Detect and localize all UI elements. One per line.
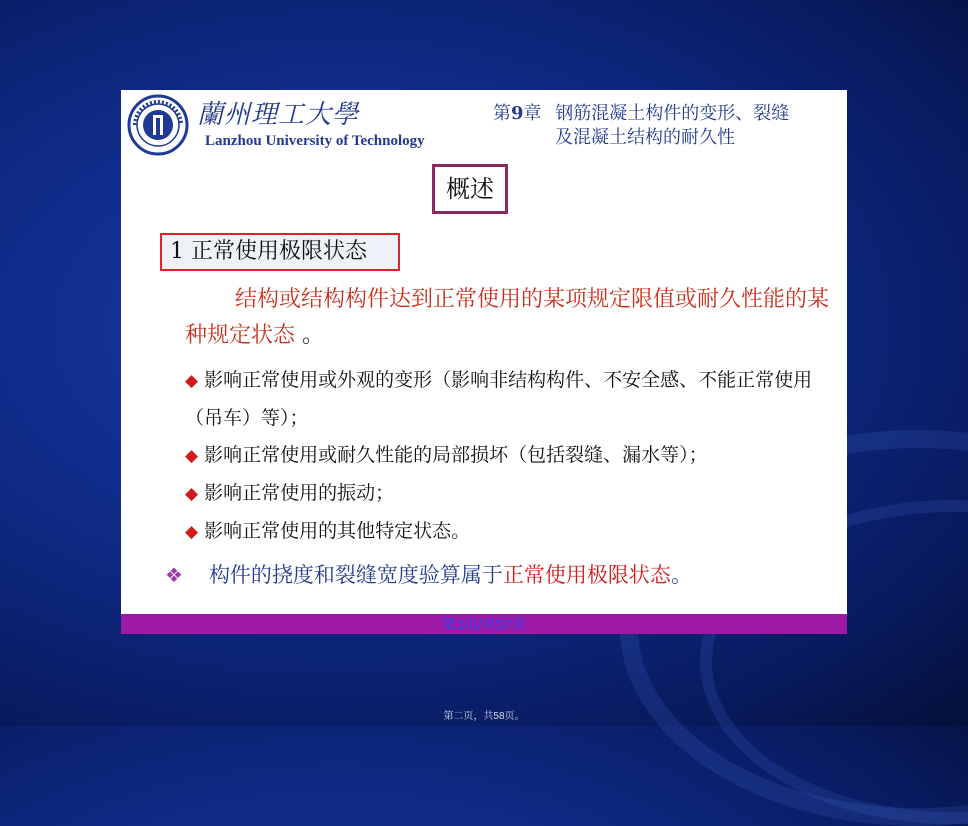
definition-paragraph: [185, 282, 835, 354]
summary-line: [165, 560, 835, 590]
bullet-list: [185, 362, 835, 551]
list-item: [185, 513, 835, 551]
chapter-title-line1: 钢筋混凝土构件的变形、裂缝: [555, 103, 790, 124]
university-name-en: Lanzhou University of Technology: [205, 133, 425, 149]
definition-text: 结构或结构构件达到正常使用的某项规定限值或耐久性能的某种规定状态: [185, 287, 830, 348]
chapter-prefix: 第: [493, 103, 511, 124]
summary-end: 。: [670, 563, 692, 587]
diamond-bullet-icon: ◆: [185, 446, 199, 466]
list-item: [185, 475, 835, 513]
chapter-number: 9: [511, 103, 524, 124]
list-item-text: 影响正常使用的振动；: [204, 482, 395, 504]
list-item: [185, 437, 835, 475]
list-item-text: 影响正常使用或外观的变形（影响非结构构件、不安全感、不能正常使用（吊车）等）；: [185, 369, 813, 429]
definition-terminator: 。: [302, 323, 325, 348]
university-name-cn: 蘭州理工大學: [197, 100, 360, 130]
diamond-bullet-icon: ◆: [185, 371, 199, 391]
footer-page-count: 第二页，共58页。: [443, 711, 525, 722]
summary-lead: 构件的挠度和裂缝宽度验算属于: [208, 563, 503, 587]
chapter-title: [493, 102, 838, 150]
list-item-text: 影响正常使用的其他特定状态。: [204, 520, 471, 542]
diamond-bullet-icon: ◆: [185, 522, 199, 542]
diamond-bullet-icon: ◆: [185, 484, 199, 504]
overview-label: 概述: [432, 164, 508, 214]
four-diamond-bullet-icon: ❖: [165, 563, 183, 587]
summary-highlight: 正常使用极限状态: [502, 563, 671, 587]
list-item: [185, 362, 835, 437]
page-indicator-bar: 第1页/共57页: [121, 614, 847, 634]
university-seal-icon: [127, 94, 189, 156]
chapter-title-line2: 及混凝土结构的耐久性: [555, 127, 735, 148]
chapter-suffix: 章: [523, 103, 542, 124]
list-item-text: 影响正常使用或耐久性能的局部损坏（包括裂缝、漏水等）；: [204, 444, 708, 466]
slide-canvas: [121, 90, 847, 614]
section-heading: 1 正常使用极限状态: [160, 233, 400, 271]
